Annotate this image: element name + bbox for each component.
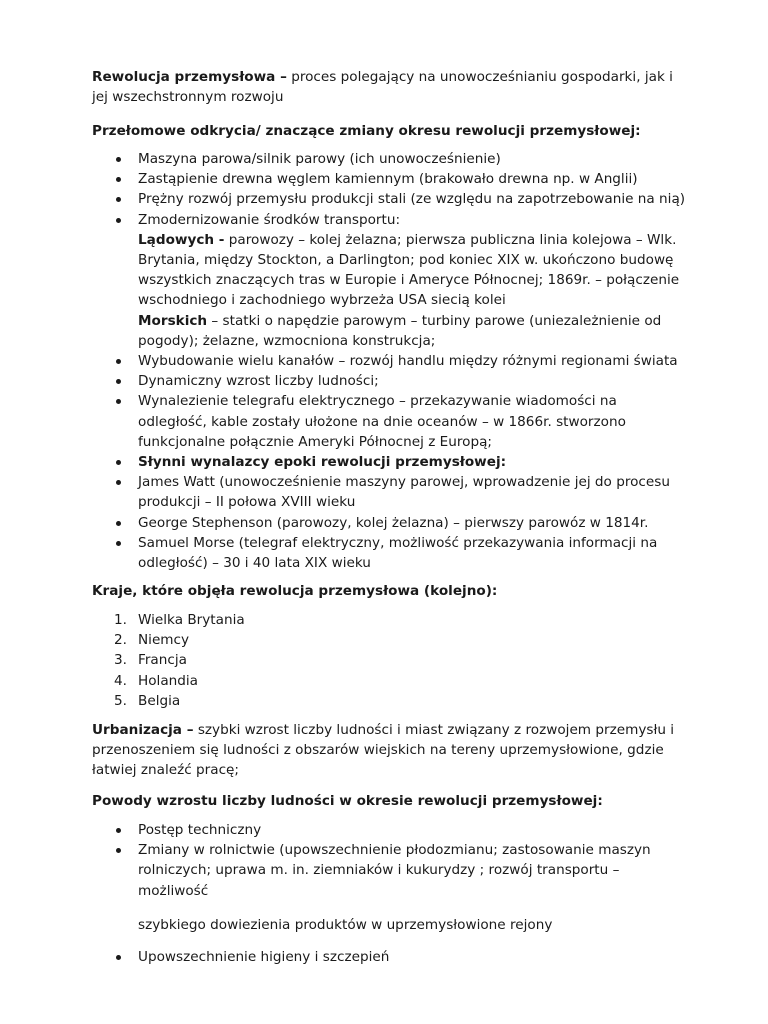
list-item: Samuel Morse (telegraf elektryczny, możliwość przekazywania informacji na odległość) – 30 i 40 lata XIX wieku	[92, 533, 688, 573]
population-heading: Powody wzrostu liczby ludności w okresie rewolucji przemysłowej:	[92, 793, 603, 809]
list-item: Wynalezienie telegrafu elektrycznego – przekazywanie wiadomości na odległość, kable zostały ułożone na dnie oceanów – w 1866r. stworzono funkcjonalne połącznie Ameryki Północnej z Europą;	[92, 391, 688, 452]
list-item: Dynamiczny wzrost liczby ludności;	[92, 371, 688, 391]
countries-heading: Kraje, które objęła rewolucja przemysłowa (kolejno):	[92, 583, 498, 599]
list-item-transport	[92, 210, 688, 351]
inventors-heading: Słynni wynalazcy epoki rewolucji przemysłowej:	[92, 452, 688, 472]
list-item: James Watt (unowocześnienie maszyny parowej, wprowadzenie jej do procesu produkcji – II połowa XVIII wieku	[92, 472, 688, 512]
list-item: 2. Niemcy	[114, 632, 190, 649]
list-item: 5. Belgia	[114, 692, 181, 709]
countries-list	[92, 610, 688, 711]
intro-definition: proces polegający na unowocześnianiu gospodarki, jak i jej wszechstronnym rozwoju	[92, 69, 673, 106]
urbanization-term: Urbanizacja –	[92, 722, 194, 738]
land-text: parowozy – kolej żelazna; pierwsza publiczna linia kolejowa – Wlk. Brytania, między Stockton, a Darlington; pod koniec XIX w. ukończono budowę wszystkich znaczących tras w Europie i Ameryce Północnej; 1869r. – połączenie wschodniego i zachodniego wybrzeża USA siecią kolei	[138, 231, 680, 309]
intro-paragraph	[92, 67, 688, 107]
list-item: 3. Francja	[114, 652, 187, 669]
sea-text: – statki o napędzie parowym – turbiny parowe (uniezależnienie od pogody); żelazne, wzmocniona konstrukcja;	[138, 312, 662, 349]
list-item: 4. Holandia	[114, 672, 198, 689]
discoveries-list	[92, 149, 688, 573]
list-item: Maszyna parowa/silnik parowy (ich unowocześnienie)	[92, 149, 688, 169]
transport-label: Zmodernizowanie środków transportu:	[138, 211, 401, 228]
list-item: 1. Wielka Brytania	[114, 612, 245, 628]
discoveries-heading: Przełomowe odkrycia/ znaczące zmiany okresu rewolucji przemysłowej:	[92, 123, 641, 139]
list-item: Zmiany w rolnictwie (upowszechnienie płodozmianu; zastosowanie maszyn rolniczych; uprawa m. in. ziemniaków i kukurydzy ; rozwój transportu – możliwość szybkiego dowiezienia produktów w uprzemysłowione rejony	[92, 840, 688, 935]
intro-term: Rewolucja przemysłowa –	[92, 69, 287, 85]
sea-transport	[138, 311, 688, 351]
land-label: Lądowych -	[138, 231, 225, 248]
list-item: Zastąpienie drewna węglem kamiennym (brakowało drewna np. w Anglii)	[92, 169, 688, 189]
population-list	[92, 820, 688, 967]
sea-label: Morskich	[138, 312, 208, 329]
urbanization-definition: szybki wzrost liczby ludności i miast związany z rozwojem przemysłu i przenoszeniem się ludności z obszarów wiejskich na tereny uprzemysłowione, gdzie łatwiej znaleźć pracę;	[92, 722, 675, 779]
list-item: Prężny rozwój przemysłu produkcji stali (ze względu na zapotrzebowanie na nią)	[92, 189, 688, 209]
land-transport	[138, 230, 688, 311]
list-item: George Stephenson (parowozy, kolej żelazna) – pierwszy parowóz w 1814r.	[92, 513, 688, 533]
urbanization-paragraph	[92, 720, 688, 781]
list-item: Wybudowanie wielu kanałów – rozwój handlu między różnymi regionami świata	[92, 351, 688, 371]
list-item: Upowszechnienie higieny i szczepień	[92, 947, 688, 967]
list-item: Postęp techniczny	[92, 820, 688, 840]
